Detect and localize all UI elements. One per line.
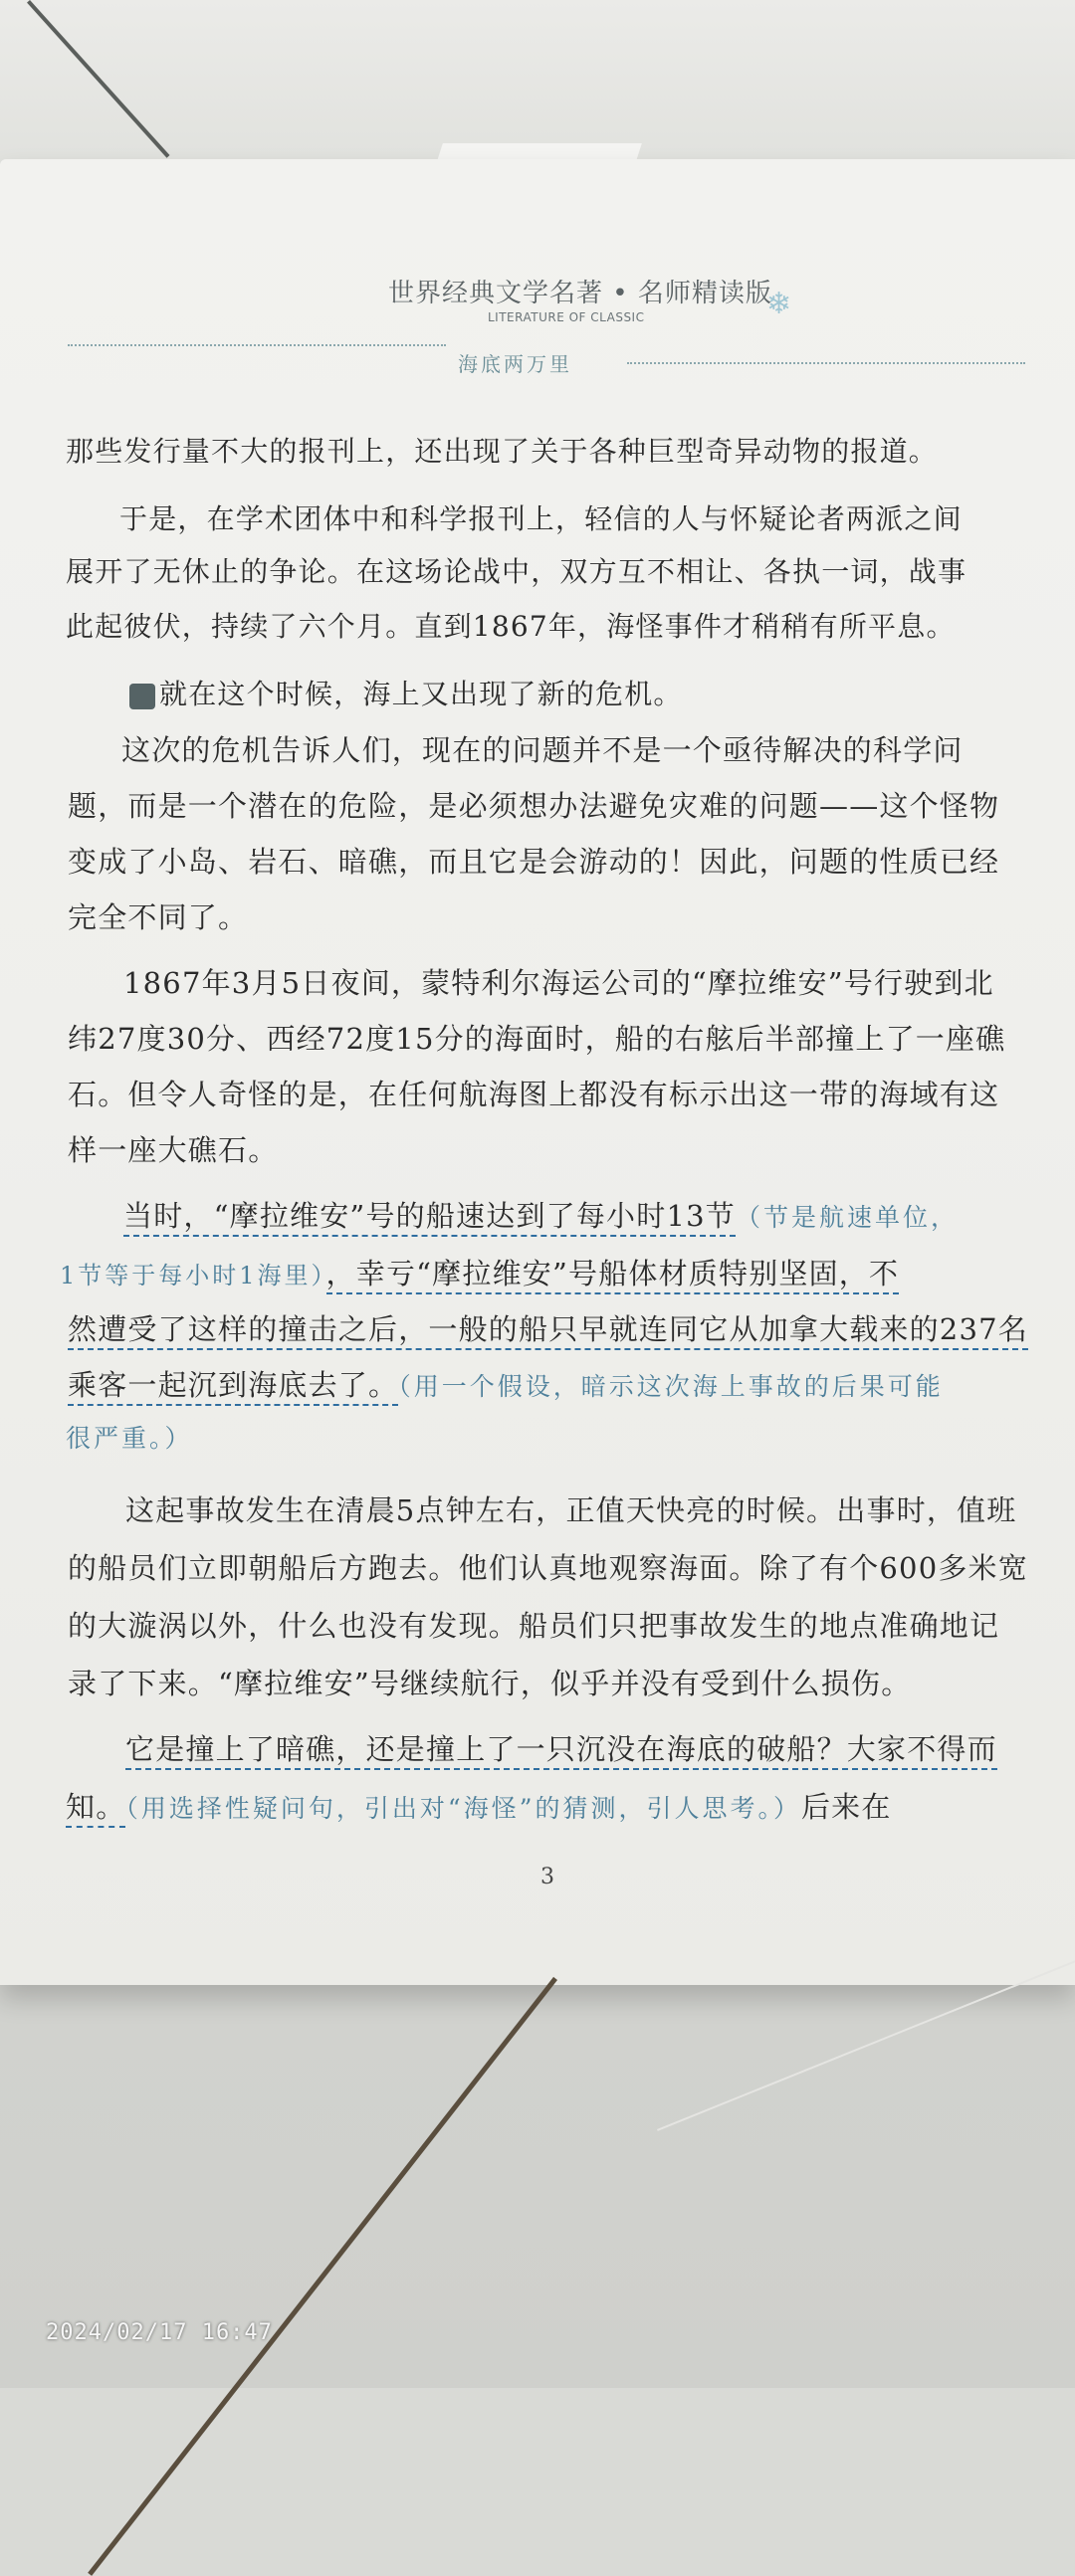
- text-line: [129, 673, 683, 712]
- text-line: 变成了小岛、岩石、暗礁，而且它是会游动的！因此，问题的性质已经: [68, 845, 1000, 879]
- text-line: 石。但令人奇怪的是，在任何航海图上都没有标示出这一带的海域有这: [68, 1078, 1000, 1111]
- text-span: 后来在: [800, 1790, 892, 1824]
- header-divider-right: [627, 362, 1025, 364]
- annotation-note: （用选择性疑问句，引出对“海怪”的猜测，引人思考。）: [125, 1794, 801, 1823]
- text-line: 完全不同了。: [68, 900, 249, 934]
- underlined-text: 然遭受了这样的撞击之后，一般的船只早就连同它从加拿大载来的237名: [68, 1312, 1028, 1350]
- text-line: 展开了无休止的争论。在这场论战中，双方互不相让、各执一词，战事: [66, 555, 968, 588]
- header-divider-left: [68, 344, 446, 346]
- text-line: [68, 1307, 1028, 1348]
- underlined-text: 知。: [66, 1790, 125, 1828]
- snowflake-icon: ❄: [766, 287, 792, 321]
- text-line: [123, 1194, 959, 1235]
- text-line: 此起彼伏，持续了六个月。直到1867年，海怪事件才稍稍有所平息。: [66, 610, 956, 643]
- text-line: 1867年3月5日夜间，蒙特利尔海运公司的“摩拉维安”号行驶到北: [123, 966, 994, 1000]
- series-subtitle: LITERATURE OF CLASSIC: [488, 310, 645, 324]
- text-line: 题，而是一个潜在的危险，是必须想办法避免灾难的问题——这个怪物: [68, 789, 1000, 823]
- photo-timestamp: 2024/02/17 16:47: [46, 2320, 273, 2345]
- annotation-note: 很严重。）: [66, 1424, 193, 1453]
- text-line: 那些发行量不大的报刊上，还出现了关于各种巨型奇异动物的报道。: [66, 435, 939, 468]
- underlined-text: 它是撞上了暗礁，还是撞上了一只沉没在海底的破船？大家不得而: [125, 1732, 997, 1770]
- series-title: 世界经典文学名著 • 名师精读版: [388, 279, 772, 308]
- text-line: 这次的危机告诉人们，现在的问题并不是一个亟待解决的科学问: [121, 733, 964, 767]
- annotation-note: 1节等于每小时1海里）: [60, 1262, 326, 1289]
- text-line: [68, 1363, 944, 1404]
- text-span: 就在这个时候，海上又出现了新的危机。: [159, 678, 683, 710]
- text-line: 录了下来。“摩拉维安”号继续航行，似乎并没有受到什么损伤。: [68, 1667, 912, 1700]
- chapter-title: 海底两万里: [458, 352, 572, 376]
- underlined-text: 乘客一起沉到海底去了。: [68, 1368, 398, 1406]
- underlined-text: 当时，“摩拉维安”号的船速达到了每小时13节: [123, 1199, 736, 1237]
- text-line: [125, 1727, 997, 1768]
- annotation-note: （用一个假设，暗示这次海上事故的后果可能: [398, 1372, 944, 1401]
- text-line: [60, 1252, 899, 1292]
- text-line: 纬27度30分、西经72度15分的海面时，船的右舷后半部撞上了一座礁: [68, 1022, 1006, 1056]
- text-line: 的船员们立即朝船后方跑去。他们认真地观察海面。除了有个600多米宽: [68, 1551, 1028, 1585]
- text-line: 这起事故发生在清晨5点钟左右，正值天快亮的时候。出事时，值班: [125, 1493, 1017, 1527]
- page-number: 3: [540, 1865, 554, 1889]
- text-line: [66, 1785, 892, 1826]
- text-line: 样一座大礁石。: [68, 1133, 279, 1167]
- ink-smudge: [129, 684, 155, 709]
- text-line: 于是，在学术团体中和科学报刊上，轻信的人与怀疑论者两派之间: [119, 502, 963, 535]
- underlined-text: ，幸亏“摩拉维安”号船体材质特别坚固，不: [326, 1257, 900, 1294]
- annotation-note: （节是航速单位，: [735, 1203, 959, 1232]
- text-line: 的大漩涡以外，什么也没有发现。船员们只把事故发生的地点准确地记: [68, 1609, 1000, 1643]
